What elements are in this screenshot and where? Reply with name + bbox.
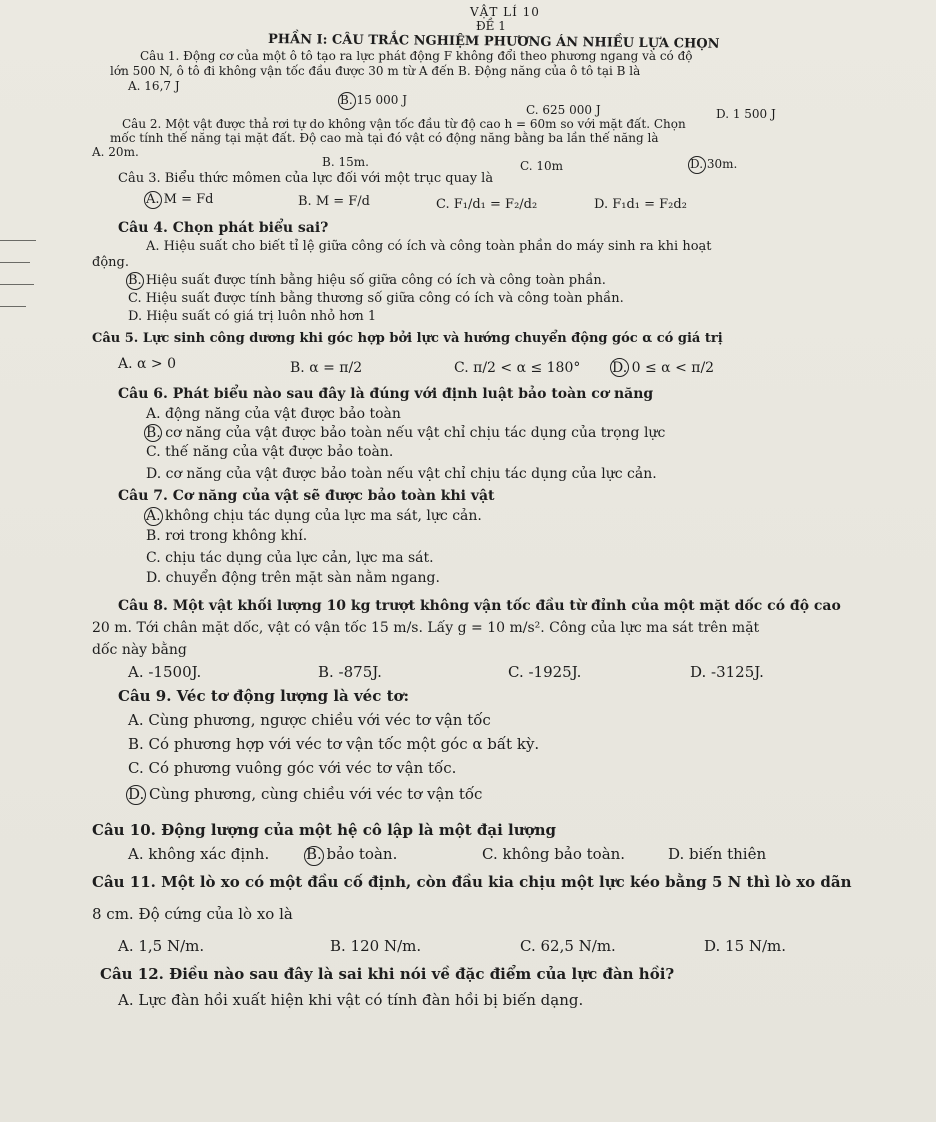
q10-option-c: C. không bảo toàn. (482, 845, 626, 863)
q6-option-b: B. cơ năng của vật được bảo toàn nếu vật chỉ chịu tác dụng của trọng lực (146, 425, 666, 441)
q2-line2: mốc tính thế năng tại mặt đất. Độ cao mà tại đó vật có động năng bằng ba lần thế năng là (110, 131, 659, 145)
section-title: PHẦN I: CÂU TRẮC NGHIỆM PHƯƠNG ÁN NHIỀU LỰA CHỌN (267, 32, 720, 52)
q9-option-d: D. Cùng phương, cùng chiều với véc tơ vận tốc (128, 785, 483, 803)
q1-line2: lớn 500 N, ô tô đi không vận tốc đầu được 30 m từ A đến B. Động năng của ô tô tại B là (110, 64, 641, 78)
answer-mark (304, 846, 324, 866)
answer-mark (688, 156, 706, 174)
q8-option-b: B. -875J. (318, 663, 382, 681)
q2-line1: Câu 2. Một vật được thả rơi tự do không vận tốc đầu từ độ cao h = 60m so với mặt đất. Chọn (122, 117, 686, 131)
q4-option-a-line1: A. Hiệu suất cho biết tỉ lệ giữa công có ích và công toàn phần do máy sinh ra khi hoạt (146, 239, 712, 254)
q5-option-a: A. α > 0 (118, 356, 177, 372)
scan-line (0, 262, 30, 263)
q1-line1: Câu 1. Động cơ của một ô tô tạo ra lực phát động F không đổi theo phương ngang và có độ (140, 49, 693, 63)
q12-option-a: A. Lực đàn hồi xuất hiện khi vật có tính đàn hồi bị biến dạng. (118, 991, 584, 1009)
q7-option-c: C. chịu tác dụng của lực cản, lực ma sát. (146, 550, 434, 566)
q8-line3: dốc này bằng (92, 642, 187, 658)
q1-option-b: B. 15 000 J (340, 93, 408, 107)
q11-option-b: B. 120 N/m. (330, 937, 422, 955)
q7-option-d: D. chuyển động trên mặt sàn nằm ngang. (146, 570, 440, 586)
answer-mark (338, 92, 356, 110)
q4-option-a-line2: động. (92, 255, 129, 270)
q4-option-d: D. Hiệu suất có giá trị luôn nhỏ hơn 1 (128, 309, 377, 324)
scan-line (0, 284, 34, 285)
q5-stem: Câu 5. Lực sinh công dương khi góc hợp bởi lực và hướng chuyển động góc α có giá trị (92, 331, 723, 346)
q2-option-c: C. 10m (520, 159, 564, 173)
q9-option-a: A. Cùng phương, ngược chiều với véc tơ vận tốc (128, 711, 491, 729)
answer-mark (610, 358, 629, 377)
answer-mark (144, 191, 162, 209)
answer-mark (126, 272, 144, 290)
q6-option-d: D. cơ năng của vật được bảo toàn nếu vật chỉ chịu tác dụng của lực cản. (146, 466, 657, 482)
q2-option-a: A. 20m. (92, 145, 139, 159)
q1-option-a: A. 16,7 J (128, 79, 180, 93)
q2-option-b: B. 15m. (322, 155, 369, 169)
q8-option-c: C. -1925J. (508, 663, 582, 681)
q8-option-a: A. -1500J. (128, 663, 202, 681)
q10-option-a: A. không xác định. (128, 845, 270, 863)
exam-code: ĐỀ 1 (476, 19, 506, 33)
q6-option-a: A. động năng của vật được bảo toàn (146, 406, 401, 422)
q5-option-c: C. π/2 < α ≤ 180° (454, 360, 581, 376)
q6-stem: Câu 6. Phát biểu nào sau đây là đúng với định luật bảo toàn cơ năng (118, 386, 654, 402)
q9-option-b: B. Có phương hợp với véc tơ vận tốc một góc α bất kỳ. (128, 735, 540, 753)
q12-stem: Câu 12. Điều nào sau đây là sai khi nói về đặc điểm của lực đàn hồi? (100, 965, 675, 983)
q7-stem: Câu 7. Cơ năng của vật sẽ được bảo toàn khi vật (118, 488, 495, 504)
subject-header: VẬT LÍ 10 (470, 5, 540, 19)
q10-stem: Câu 10. Động lượng của một hệ cô lập là một đại lượng (92, 821, 557, 839)
q5-option-b: B. α = π/2 (290, 360, 363, 376)
answer-mark (144, 507, 163, 526)
q9-stem: Câu 9. Véc tơ động lượng là véc tơ: (118, 687, 410, 705)
q3-option-c: C. F₁/d₁ = F₂/d₂ (436, 197, 538, 212)
q8-option-d: D. -3125J. (690, 663, 764, 681)
q4-stem: Câu 4. Chọn phát biểu sai? (118, 220, 329, 236)
q11-option-a: A. 1,5 N/m. (118, 937, 205, 955)
scan-line (0, 240, 36, 241)
q1-option-d: D. 1 500 J (716, 107, 776, 121)
q7-option-a: A. không chịu tác dụng của lực ma sát, lực cản. (146, 508, 482, 524)
q11-line2: 8 cm. Độ cứng của lò xo là (92, 905, 293, 923)
q4-option-c: C. Hiệu suất được tính bằng thương số giữa công có ích và công toàn phần. (128, 291, 624, 306)
q10-option-d: D. biến thiên (668, 845, 767, 863)
q6-option-c: C. thế năng của vật được bảo toàn. (146, 444, 394, 460)
q2-option-d: D. 30m. (690, 157, 738, 171)
q11-line1: Câu 11. Một lò xo có một đầu cố định, còn đầu kia chịu một lực kéo bằng 5 N thì lò xo dãn (92, 873, 852, 891)
q8-line1: Câu 8. Một vật khối lượng 10 kg trượt không vận tốc đầu từ đỉnh của một mặt dốc có độ cao (118, 598, 841, 614)
q11-option-d: D. 15 N/m. (704, 937, 787, 955)
answer-mark (126, 785, 146, 805)
q8-line2: 20 m. Tới chân mặt dốc, vật có vận tốc 15 m/s. Lấy g = 10 m/s². Công của lực ma sát trên mặt (92, 620, 760, 636)
q10-option-b: B. bảo toàn. (306, 845, 398, 863)
answer-mark (144, 424, 162, 442)
q3-option-b: B. M = F/d (298, 194, 371, 209)
q4-option-b: B. Hiệu suất được tính bằng hiệu số giữa công có ích và công toàn phần. (128, 273, 606, 288)
q7-option-b: B. rơi trong không khí. (146, 528, 308, 544)
q9-option-c: C. Có phương vuông góc với véc tơ vận tốc. (128, 759, 457, 777)
q5-option-d: D. 0 ≤ α < π/2 (612, 360, 715, 376)
q3-stem: Câu 3. Biểu thức mômen của lực đối với một trục quay là (118, 171, 494, 186)
q11-option-c: C. 62,5 N/m. (520, 937, 616, 955)
q3-option-a: A. M = Fd (146, 192, 214, 207)
q3-option-d: D. F₁d₁ = F₂d₂ (594, 197, 687, 212)
q1-option-c: C. 625 000 J (526, 103, 601, 117)
scan-line (0, 306, 26, 307)
